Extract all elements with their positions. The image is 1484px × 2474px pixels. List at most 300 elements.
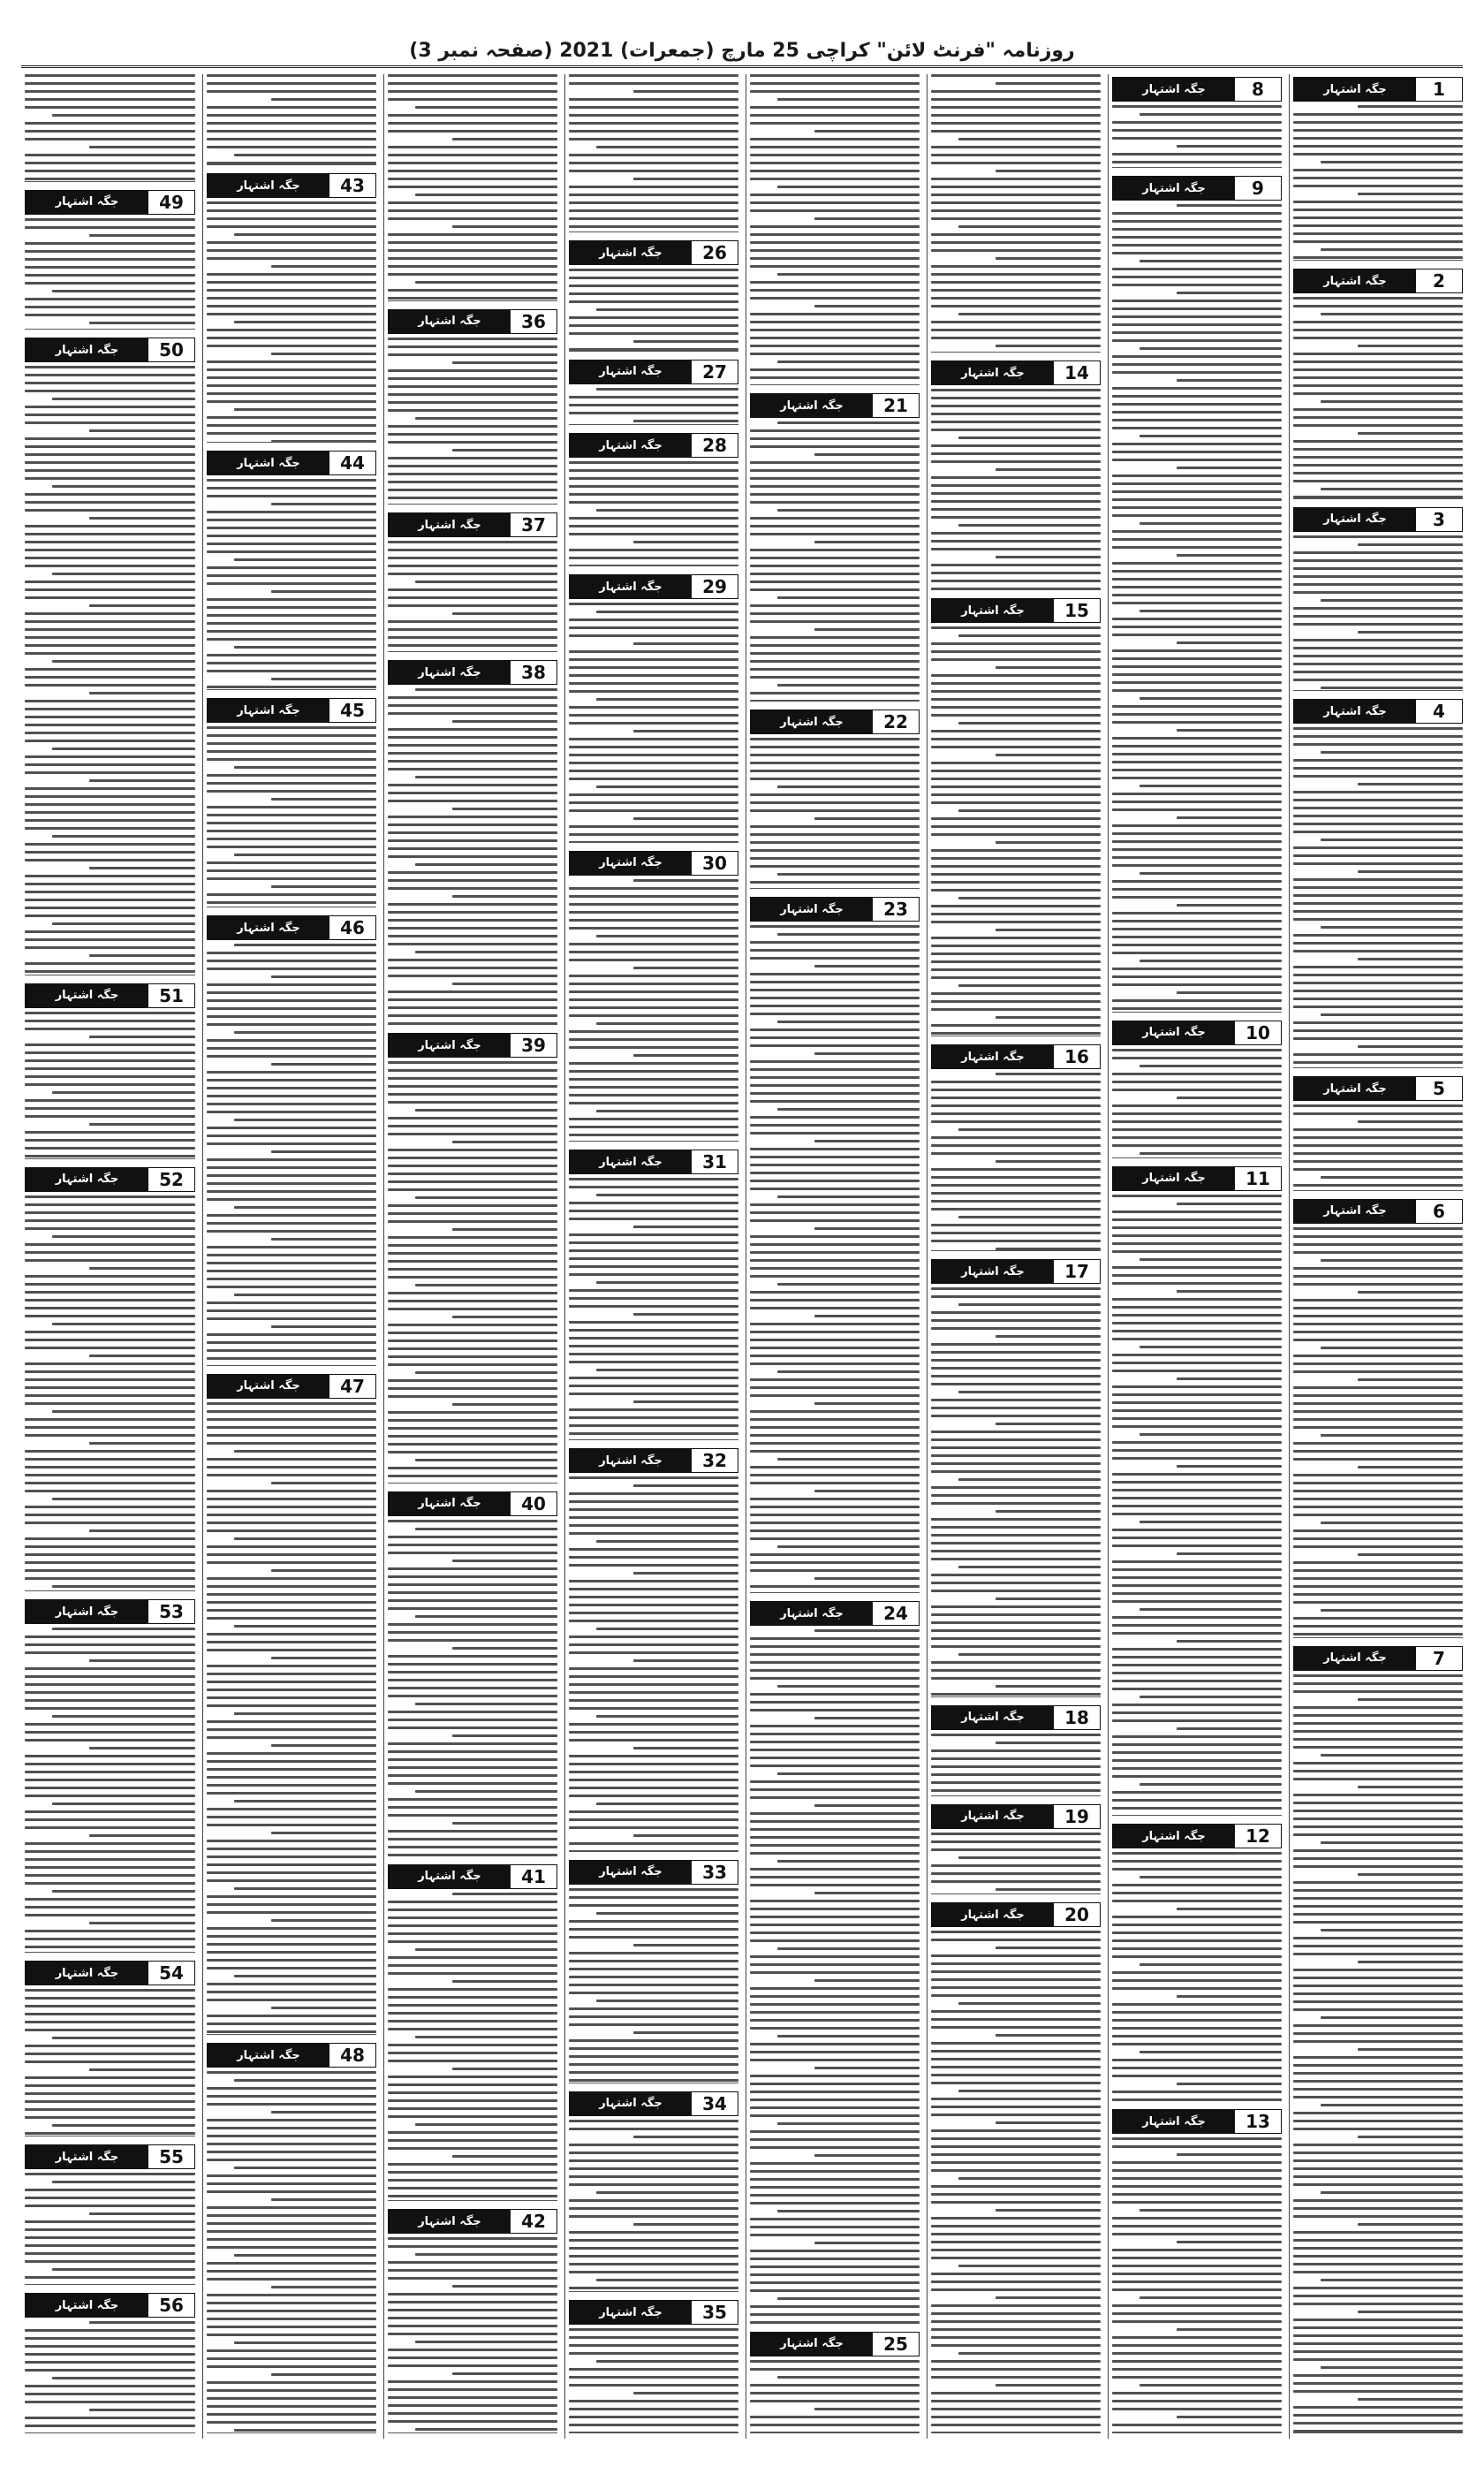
text-line: [931, 540, 1101, 543]
text-line: [1112, 2280, 1282, 2283]
text-line: [750, 146, 920, 148]
text-line: [1293, 831, 1463, 833]
text-line: [1112, 2161, 1282, 2164]
text-line: [931, 1438, 1101, 1441]
text-line: [1112, 2217, 1282, 2220]
article-body: [931, 1287, 1101, 1696]
ad-label: جگہ اشتہار: [932, 599, 1054, 622]
text-line: [931, 2312, 1101, 2315]
text-line: [1112, 1314, 1282, 1317]
text-line: [750, 1963, 920, 1966]
text-line: [814, 817, 920, 820]
ad-label: جگہ اشتہار: [932, 361, 1054, 384]
text-line: [750, 1291, 920, 1294]
column: [746, 74, 920, 2439]
text-line: [931, 1558, 1101, 1560]
text-line: [1112, 2185, 1282, 2188]
text-line: [1112, 403, 1282, 406]
text-line: [931, 865, 1101, 868]
text-line: [1293, 1490, 1463, 1492]
article-heading: [931, 1259, 1101, 1284]
text-line: [1293, 1362, 1463, 1365]
text-line: [931, 1208, 1101, 1210]
article-body: [931, 1833, 1101, 1894]
text-line: [1293, 416, 1463, 419]
text-line: [1293, 1537, 1463, 1540]
text-line: [1140, 435, 1282, 437]
text-line: [1293, 2374, 1463, 2377]
text-line: [1293, 2151, 1463, 2154]
text-line: [1112, 2273, 1282, 2275]
text-line: [814, 541, 920, 543]
text-line: [1293, 2334, 1463, 2337]
text-line: [1112, 411, 1282, 414]
text-line: [750, 368, 920, 371]
text-line: [750, 2051, 920, 2053]
text-line: [750, 573, 920, 575]
text-line: [931, 1621, 1101, 1624]
text-line: [750, 2305, 920, 2308]
text-line: [1293, 591, 1463, 594]
text-line: [1358, 2048, 1463, 2051]
text-line: [750, 437, 920, 440]
text-line: [750, 353, 920, 355]
text-line: [1358, 193, 1463, 195]
text-line: [931, 90, 1101, 93]
text-line: [931, 921, 1101, 923]
text-line: [1112, 2169, 1282, 2172]
article-body: [1112, 1049, 1282, 1157]
text-line: [750, 1013, 920, 1015]
text-line: [1112, 387, 1282, 390]
article-5: [1293, 1074, 1463, 1190]
text-line: [1321, 1929, 1463, 1931]
article-11: [1112, 1164, 1282, 1817]
text-line: [750, 445, 920, 448]
text-line: [931, 905, 1101, 907]
text-line: [1293, 1184, 1463, 1187]
text-line: [996, 1742, 1101, 1744]
text-line: [1140, 522, 1282, 525]
text-line: [1112, 371, 1282, 374]
text-line: [750, 1764, 920, 1767]
text-line: [1293, 2072, 1463, 2075]
text-line: [1358, 1291, 1463, 1294]
text-line: [750, 114, 920, 117]
text-line: [1293, 2199, 1463, 2202]
text-line: [1293, 1168, 1463, 1171]
text-line: [1321, 2279, 1463, 2281]
text-line: [1177, 145, 1282, 148]
text-line: [931, 476, 1101, 479]
text-line: [777, 1458, 920, 1461]
text-line: [750, 2281, 920, 2284]
text-line: [958, 524, 1101, 527]
text-line: [750, 604, 920, 607]
article-body: [931, 1734, 1101, 1795]
text-line: [1293, 456, 1463, 459]
text-line: [1293, 1506, 1463, 1508]
text-line: [931, 572, 1101, 574]
article-number: 19: [1054, 1805, 1100, 1828]
text-line: [1112, 1401, 1282, 1404]
text-line: [1112, 1751, 1282, 1754]
text-line: [996, 1016, 1101, 1019]
text-line: [1293, 2008, 1463, 2011]
text-line: [750, 1987, 920, 1990]
text-line: [1112, 673, 1282, 676]
text-line: [1293, 743, 1463, 746]
text-line: [996, 1510, 1101, 1513]
text-line: [1293, 1953, 1463, 1955]
article-24: [750, 1598, 920, 2323]
text-line: [1321, 1609, 1463, 1612]
text-line: [931, 178, 1101, 180]
text-line: [1358, 2136, 1463, 2138]
text-line: [750, 1275, 920, 1278]
text-line: [1112, 2336, 1282, 2339]
text-line: [750, 1386, 920, 1389]
text-line: [996, 666, 1101, 669]
text-line: [750, 1434, 920, 1437]
text-line: [1112, 1007, 1282, 1010]
text-line: [1112, 657, 1282, 660]
text-line: [814, 1140, 920, 1142]
text-line: [931, 658, 1101, 661]
text-line: [1177, 2416, 1282, 2418]
text-line: [1112, 920, 1282, 922]
newspaper-page: [21, 35, 1463, 2439]
text-line: [1293, 1825, 1463, 1828]
text-line: [1293, 767, 1463, 770]
text-line: [996, 1073, 1101, 1075]
text-line: [750, 989, 920, 991]
text-line: [1112, 546, 1282, 549]
text-line: [1293, 2215, 1463, 2218]
text-line: [1177, 554, 1282, 557]
text-line: [1293, 113, 1463, 116]
text-line: [1321, 751, 1463, 754]
text-line: [1112, 2177, 1282, 2180]
article-13: [1112, 2106, 1282, 2433]
text-line: [1293, 153, 1463, 156]
ad-label: جگہ اشتہار: [932, 1903, 1054, 1926]
text-line: [931, 130, 1101, 133]
text-line: [1112, 1266, 1282, 1269]
text-line: [1112, 952, 1282, 954]
text-line: [931, 564, 1101, 566]
text-line: [931, 1734, 1101, 1736]
text-line: [750, 1267, 920, 1270]
text-line: [1321, 1259, 1463, 1262]
text-line: [1293, 329, 1463, 331]
text-line: [1293, 256, 1463, 259]
text-line: [1112, 506, 1282, 509]
text-line: [1112, 498, 1282, 501]
text-line: [1112, 2360, 1282, 2363]
text-line: [750, 2258, 920, 2260]
text-line: [931, 1240, 1101, 1242]
text-line: [1321, 1841, 1463, 1844]
text-line: [1112, 419, 1282, 421]
text-line: [1293, 1810, 1463, 1812]
text-line: [1293, 1152, 1463, 1155]
text-line: [931, 2026, 1101, 2029]
text-line: [931, 857, 1101, 860]
text-line: [1293, 998, 1463, 1000]
text-line: [750, 1355, 920, 1357]
text-line: [1293, 942, 1463, 945]
text-line: [931, 1534, 1101, 1537]
text-line: [1177, 1640, 1282, 1643]
text-line: [931, 154, 1101, 156]
text-line: [1112, 2249, 1282, 2251]
text-line: [750, 620, 920, 623]
text-line: [750, 2091, 920, 2093]
article-heading: [931, 1705, 1101, 1730]
text-line: [1293, 2056, 1463, 2059]
text-line: [931, 1677, 1101, 1680]
text-line: [1140, 872, 1282, 875]
text-line: [1140, 1876, 1282, 1878]
article-number: 14: [1054, 361, 1100, 384]
text-line: [1293, 1593, 1463, 1596]
text-line: [750, 2019, 920, 2022]
text-line: [1293, 177, 1463, 179]
text-line: [750, 1060, 920, 1063]
article-body: [1112, 204, 1282, 1011]
text-line: [1112, 1648, 1282, 1651]
text-line: [1112, 1900, 1282, 1902]
text-line: [1293, 1714, 1463, 1717]
text-line: [931, 1954, 1101, 1957]
text-line: [1112, 1529, 1282, 1531]
text-line: [931, 1605, 1101, 1608]
text-line: [1358, 783, 1463, 785]
text-line: [1140, 1696, 1282, 1698]
text-line: [1293, 1722, 1463, 1725]
text-line: [1293, 2112, 1463, 2114]
text-line: [750, 2106, 920, 2109]
text-line: [1293, 615, 1463, 618]
text-line: [750, 1585, 920, 1588]
text-line: [931, 281, 1101, 284]
text-line: [931, 976, 1101, 979]
text-line: [750, 2027, 920, 2030]
text-line: [1177, 1995, 1282, 1998]
text-line: [1112, 2368, 1282, 2371]
text-line: [1293, 1426, 1463, 1429]
text-line: [1112, 129, 1282, 132]
text-line: [1112, 999, 1282, 1002]
text-line: [931, 1176, 1101, 1179]
article-1: [1293, 74, 1463, 261]
text-line: [1112, 1218, 1282, 1221]
text-line: [750, 865, 920, 868]
text-line: [931, 2161, 1101, 2164]
text-line: [1321, 687, 1463, 689]
text-line: [1293, 1969, 1463, 1971]
text-line: [750, 1426, 920, 1429]
page-columns: [21, 74, 1463, 2439]
text-line: [1293, 1818, 1463, 1820]
text-line: [1112, 236, 1282, 239]
text-line: [931, 690, 1101, 693]
text-line: [750, 1211, 920, 1214]
text-line: [1293, 663, 1463, 665]
text-line: [1293, 902, 1463, 905]
article-4: [1293, 696, 1463, 1068]
text-line: [1112, 824, 1282, 827]
text-line: [1293, 376, 1463, 379]
text-line: [1321, 400, 1463, 403]
text-line: [931, 201, 1101, 204]
text-line: [1112, 228, 1282, 231]
text-line: [1293, 1227, 1463, 1230]
article-heading: [931, 360, 1101, 385]
article-number: 12: [1235, 1825, 1281, 1848]
text-line: [931, 746, 1101, 748]
text-line: [750, 1188, 920, 1190]
text-line: [958, 138, 1101, 140]
text-line: [931, 1383, 1101, 1385]
text-line: [1112, 2344, 1282, 2347]
text-line: [931, 146, 1101, 148]
text-line: [1293, 2167, 1463, 2170]
text-line: [931, 1200, 1101, 1203]
text-line: [750, 1251, 920, 1254]
text-line: [750, 1172, 920, 1174]
text-line: [1293, 1331, 1463, 1333]
text-line: [1112, 681, 1282, 684]
text-line: [1293, 1307, 1463, 1309]
text-line: [1112, 2043, 1282, 2045]
text-line: [750, 841, 920, 844]
text-line: [931, 2408, 1101, 2410]
text-line: [931, 1399, 1101, 1401]
text-line: [1112, 1195, 1282, 1197]
text-line: [958, 2265, 1101, 2267]
text-line: [750, 1474, 920, 1476]
text-line: [1358, 543, 1463, 546]
text-line: [750, 1307, 920, 1309]
text-line: [1293, 1545, 1463, 1548]
text-line: [931, 2344, 1101, 2347]
text-line: [1293, 2024, 1463, 2027]
text-line: [750, 225, 920, 228]
text-line: [750, 533, 920, 535]
text-line: [931, 297, 1101, 300]
text-line: [1112, 1868, 1282, 1871]
text-line: [750, 265, 920, 268]
text-line: [931, 1486, 1101, 1489]
continued-article: [750, 74, 920, 385]
text-line: [1140, 260, 1282, 262]
article-body: [1293, 535, 1463, 690]
text-line: [750, 2202, 920, 2205]
text-line: [1140, 113, 1282, 116]
text-line: [777, 596, 920, 599]
article-number: 24: [873, 1602, 919, 1625]
text-line: [1293, 735, 1463, 738]
text-line: [1293, 1762, 1463, 1764]
text-line: [931, 1224, 1101, 1226]
text-line: [1293, 2207, 1463, 2210]
text-line: [931, 508, 1101, 511]
text-line: [1112, 562, 1282, 565]
text-line: [750, 1828, 920, 1831]
text-line: [1112, 1049, 1282, 1051]
text-line: [777, 98, 920, 101]
text-line: [1112, 1735, 1282, 1738]
text-line: [1293, 639, 1463, 641]
text-line: [1293, 647, 1463, 649]
text-line: [750, 376, 920, 379]
text-line: [931, 2217, 1101, 2220]
text-line: [777, 1195, 920, 1198]
text-line: [931, 2320, 1101, 2323]
text-line: [814, 453, 920, 456]
article-heading: [750, 1601, 920, 1626]
text-line: [1112, 840, 1282, 843]
text-line: [777, 1108, 920, 1111]
text-line: [750, 1259, 920, 1262]
text-line: [996, 2121, 1101, 2124]
text-line: [931, 1574, 1101, 1576]
text-line: [750, 857, 920, 860]
article-number: 15: [1054, 599, 1100, 622]
text-line: [1112, 2225, 1282, 2227]
text-line: [750, 1219, 920, 1222]
text-line: [931, 2193, 1101, 2196]
text-line: [931, 873, 1101, 876]
text-line: [750, 557, 920, 559]
text-line: [931, 1757, 1101, 1760]
ad-label: جگہ اشتہار: [932, 1805, 1054, 1828]
text-line: [750, 337, 920, 339]
text-line: [931, 2241, 1101, 2243]
article-heading: [1112, 2109, 1282, 2134]
text-line: [750, 297, 920, 300]
text-line: [931, 162, 1101, 164]
text-line: [931, 209, 1101, 212]
text-line: [1293, 2326, 1463, 2329]
text-line: [931, 1848, 1101, 1851]
text-line: [1112, 2098, 1282, 2100]
text-line: [1140, 1152, 1282, 1155]
text-line: [1112, 689, 1282, 692]
text-line: [1293, 2430, 1463, 2432]
text-line: [1112, 1210, 1282, 1213]
text-line: [1293, 1881, 1463, 1884]
article-heading: [931, 1044, 1101, 1069]
text-line: [1112, 808, 1282, 811]
article-body: [750, 421, 920, 701]
article-number: 11: [1235, 1167, 1281, 1190]
text-line: [931, 1089, 1101, 1091]
text-line: [1293, 1985, 1463, 1987]
text-line: [1177, 2328, 1282, 2331]
article-heading: [750, 897, 920, 922]
text-line: [1321, 2191, 1463, 2194]
text-line: [931, 738, 1101, 740]
text-line: [1293, 1690, 1463, 1693]
text-line: [1293, 2255, 1463, 2258]
text-line: [1293, 950, 1463, 952]
text-line: [1293, 2382, 1463, 2385]
text-line: [750, 1820, 920, 1823]
text-line: [931, 2042, 1101, 2045]
